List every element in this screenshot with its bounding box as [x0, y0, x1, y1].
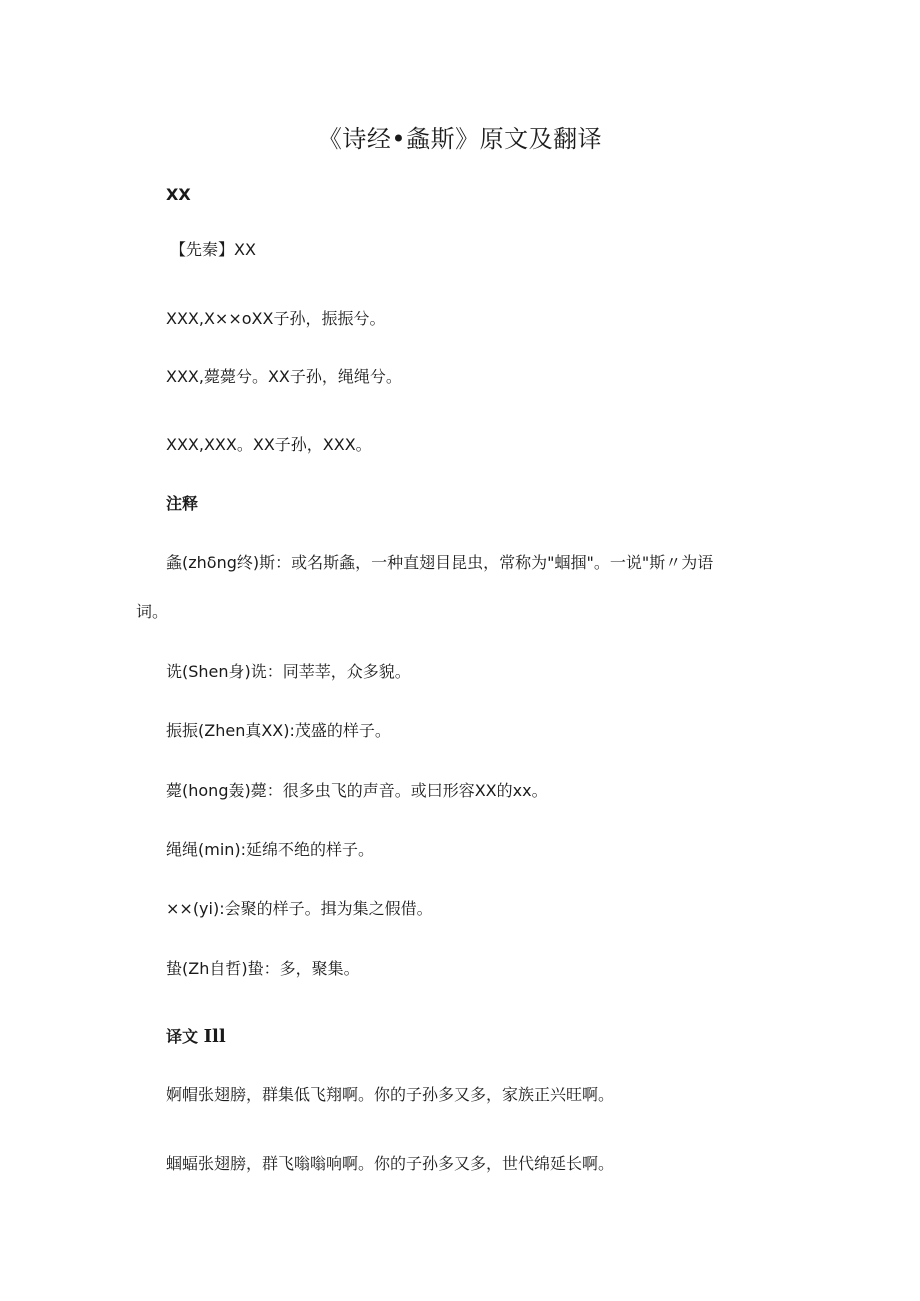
poem-line-2: XXX,薨薨兮。XX子孙，绳绳兮。 — [166, 367, 402, 386]
note-line-3: 振振(Zhen真XX):茂盛的样子。 — [166, 721, 391, 740]
poem-line-1: XXX,X××oXX子孙，振振兮。 — [166, 309, 386, 328]
translation-line-2: 蝈蝠张翅膀，群飞嗡嗡响啊。你的子孙多又多，世代绵延长啊。 — [166, 1154, 615, 1173]
translation-heading — [166, 1025, 226, 1049]
translation-heading-suffix: Ill — [203, 1026, 226, 1047]
note-line-1-wrap: 词。 — [136, 602, 169, 621]
translation-line-1: 婀帽张翅膀，群集低飞翔啊。你的子孙多又多，家族正兴旺啊。 — [166, 1085, 615, 1104]
note-line-2: 诜(Shen身)诜：同莘莘，众多貌。 — [166, 662, 411, 681]
note-line-5: 绳绳(min):延绵不绝的样子。 — [166, 840, 375, 859]
note-line-7: 蛰(Zh自哲)蛰：多，聚集。 — [166, 959, 360, 978]
notes-heading: 注释 — [166, 494, 199, 513]
poem-line-3: XXX,XXX。XX子孙，XXX。 — [166, 435, 372, 454]
note-line-6: ××(yi):会聚的样子。揖为集之假借。 — [166, 899, 433, 918]
document-title: 《诗经•螽斯》原文及翻译 — [317, 125, 603, 153]
dynasty-author-line: 【先秦】XX — [170, 240, 256, 259]
note-line-4: 薨(hong轰)薨：很多虫飞的声音。或曰形容XX的xx。 — [166, 781, 548, 800]
note-line-1: 螽(zhδng终)斯：或名斯螽，一种直翅目昆虫，常称为"蝈掴"。一说"斯〃为语 — [166, 553, 714, 572]
translation-heading-text: 译文 — [166, 1027, 199, 1046]
author-line: XX — [166, 185, 191, 204]
